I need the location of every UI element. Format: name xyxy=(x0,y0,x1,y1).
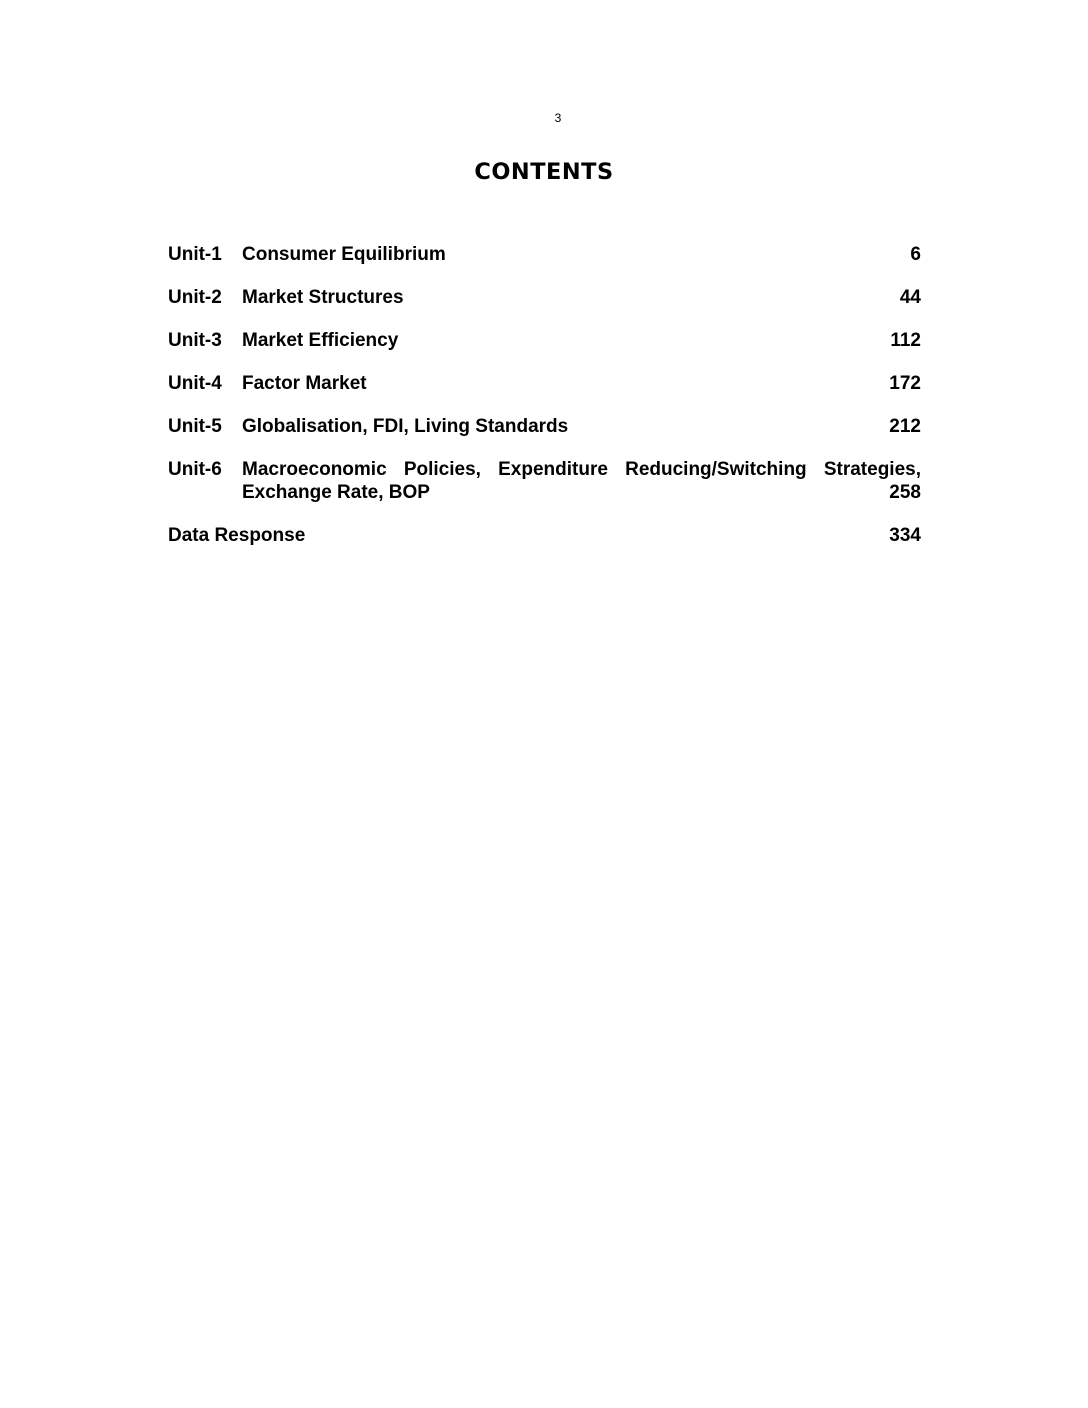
toc-entry-title: Consumer Equilibrium xyxy=(242,244,446,265)
page-title: CONTENTS xyxy=(474,160,614,185)
toc-entry-title-line2: Exchange Rate, BOP xyxy=(242,482,430,503)
toc-entry-unit-3[interactable] xyxy=(168,329,921,352)
toc-page-number: 172 xyxy=(889,373,921,394)
toc-unit-label: Unit-3 xyxy=(168,330,222,351)
toc-page-number: 6 xyxy=(910,244,921,265)
toc-entry-title: Data Response xyxy=(168,525,306,546)
toc-entry-unit-1[interactable] xyxy=(168,243,921,266)
toc-page-number: 44 xyxy=(899,287,921,308)
toc-entry-title xyxy=(242,458,921,504)
toc-page-number: 112 xyxy=(890,330,921,351)
page-number: 3 xyxy=(554,111,562,125)
toc-unit-label: Unit-5 xyxy=(168,416,222,437)
toc-entry-unit-4[interactable] xyxy=(168,372,921,395)
table-of-contents xyxy=(168,243,921,567)
toc-entry-title: Market Efficiency xyxy=(242,330,399,351)
toc-entry-title: Factor Market xyxy=(242,373,367,394)
toc-entry-title: Globalisation, FDI, Living Standards xyxy=(242,416,569,437)
toc-unit-label: Unit-2 xyxy=(168,287,222,308)
toc-entry-title-line1: Macroeconomic Policies, Expenditure Reducing/Switching Strategies, xyxy=(242,459,921,480)
toc-entry-unit-2[interactable] xyxy=(168,286,921,309)
toc-entry-title: Market Structures xyxy=(242,287,404,308)
toc-entry-data-response[interactable] xyxy=(168,524,921,547)
toc-unit-label: Unit-1 xyxy=(168,244,222,265)
toc-page-number: 212 xyxy=(889,416,921,437)
toc-entry-unit-5[interactable] xyxy=(168,415,921,438)
toc-page-number: 258 xyxy=(889,482,921,503)
toc-entry-unit-6[interactable] xyxy=(168,458,921,504)
toc-unit-label: Unit-4 xyxy=(168,373,222,394)
toc-page-number: 334 xyxy=(889,525,921,546)
toc-unit-label: Unit-6 xyxy=(168,459,222,480)
